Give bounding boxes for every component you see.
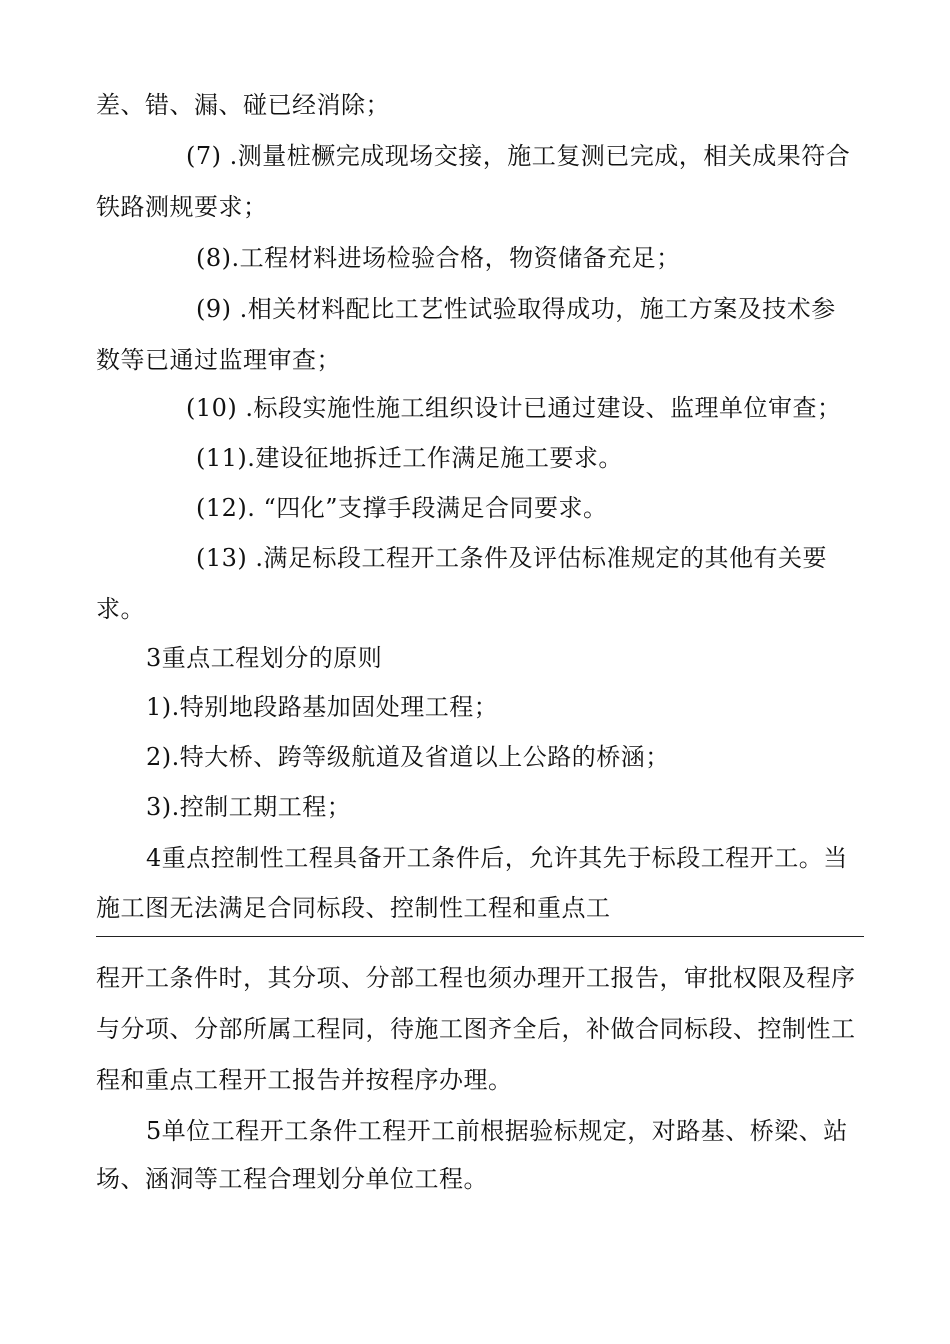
text-line: 差、错、漏、碰已经消除； <box>96 91 390 119</box>
text-line: (13) .满足标段工程开工条件及评估标准规定的其他有关要 <box>196 544 828 572</box>
section-heading: 3重点工程划分的原则 <box>146 644 383 672</box>
text-line: (9) .相关材料配比工艺性试验取得成功，施工方案及技术参 <box>196 295 836 323</box>
text-line: 1).特别地段路基加固处理工程； <box>146 693 499 721</box>
text-line: 3).控制工期工程； <box>146 793 352 821</box>
text-line: 数等已通过监理审查； <box>96 346 341 374</box>
text-line: (10) .标段实施性施工组织设计已通过建设、监理单位审查； <box>186 394 842 422</box>
text-line: 求。 <box>96 595 145 623</box>
text-line: (7) .测量桩橛完成现场交接，施工复测已完成，相关成果符合 <box>186 142 851 170</box>
text-line: 与分项、分部所属工程同，待施工图齐全后，补做合同标段、控制性工 <box>96 1015 856 1043</box>
text-line: (8).工程材料进场检验合格，物资储备充足； <box>196 244 681 272</box>
text-line: 程开工条件时，其分项、分部工程也须办理开工报告，审批权限及程序 <box>96 964 856 992</box>
text-line: 4重点控制性工程具备开工条件后，允许其先于标段工程开工。当 <box>146 844 848 872</box>
text-line: 2).特大桥、跨等级航道及省道以上公路的桥涵； <box>146 743 670 771</box>
text-line: 施工图无法满足合同标段、控制性工程和重点工 <box>96 894 611 922</box>
text-line: 程和重点工程开工报告并按程序办理。 <box>96 1066 513 1094</box>
text-line: (12). “四化”支撑手段满足合同要求。 <box>196 494 608 522</box>
text-line: (11).建设征地拆迁工作满足施工要求。 <box>196 444 623 472</box>
text-line: 场、涵洞等工程合理划分单位工程。 <box>96 1165 488 1193</box>
horizontal-rule <box>96 936 864 937</box>
text-line: 铁路测规要求； <box>96 193 268 221</box>
section-heading: 5单位工程开工条件工程开工前根据验标规定，对路基、桥梁、站 <box>146 1117 848 1145</box>
